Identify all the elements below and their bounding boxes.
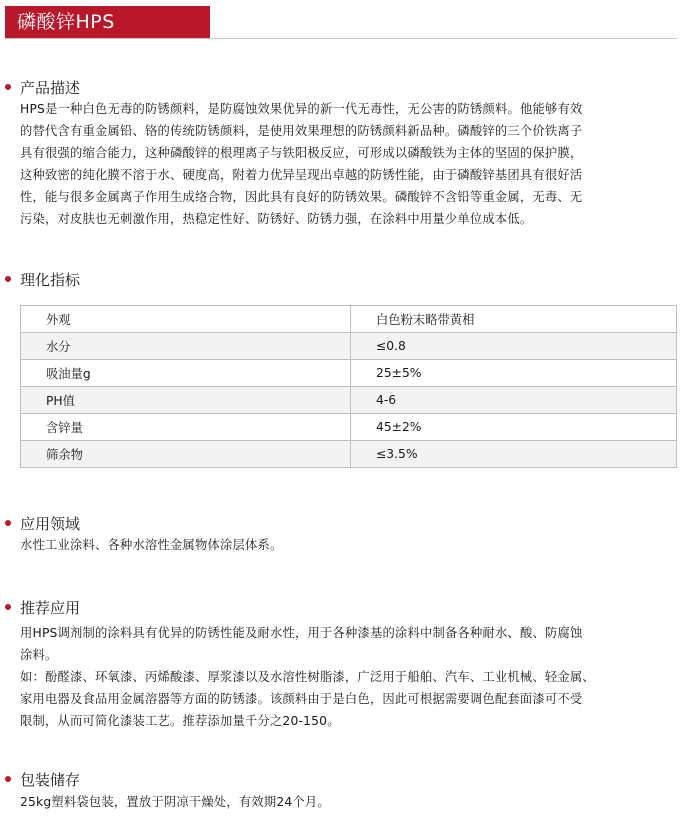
text-line: 性，能与很多金属离子作用生成络合物，因此具有良好的防锈效果。磷酸锌不含铅等重金属，无毒、无 [20, 190, 583, 204]
spec-value: 4-6 [351, 387, 677, 414]
text-line: 用HPS调剂制的涂料具有优异的防锈性能及耐水性，用于各种漆基的涂料中制备各种耐水、酸、防腐蚀 [20, 626, 583, 640]
table-row [21, 360, 677, 387]
packaging-text [20, 791, 684, 813]
spec-table [20, 305, 677, 468]
table-row [21, 414, 677, 441]
text-line: 25kg塑料袋包装，置放于阴凉干燥处，有效期24个月。 [20, 795, 330, 809]
section-heading-packaging: 包装储存 [5, 770, 80, 790]
title-divider [5, 38, 677, 39]
spec-value: ≤3.5% [351, 441, 677, 468]
bullet-icon [5, 520, 11, 526]
spec-name: PH值 [21, 387, 351, 414]
spec-value: 45±2% [351, 414, 677, 441]
text-line: 如：酚醛漆、环氧漆、丙烯酸漆、厚浆漆以及水溶性树脂漆，广泛用于船舶、汽车、工业机械、轻金属、 [20, 670, 595, 684]
bullet-icon [5, 276, 11, 282]
text-line: 这种致密的纯化膜不溶于水、硬度高，附着力优异呈现出卓越的防锈性能，由于磷酸锌基团具有很好活 [20, 168, 583, 182]
page-title: 磷酸锌HPS [5, 6, 210, 39]
spec-name: 吸油量g [21, 360, 351, 387]
spec-value: 白色粉末略带黄相 [351, 306, 677, 333]
spec-value: ≤0.8 [351, 333, 677, 360]
spec-name: 筛余物 [21, 441, 351, 468]
text-line: 限制，从而可简化漆装工艺。推荐添加量千分之20-150。 [20, 714, 340, 728]
table-row [21, 441, 677, 468]
application-text [20, 534, 684, 556]
section-heading-description: 产品描述 [5, 78, 80, 98]
table-row [21, 306, 677, 333]
section-heading-recommended: 推荐应用 [5, 598, 80, 618]
bullet-icon [5, 776, 11, 782]
text-line: HPS是一种白色无毒的防锈颜料，是防腐蚀效果优异的新一代无毒性，无公害的防锈颜料。他能够有效 [20, 102, 583, 116]
description-text [20, 98, 684, 230]
text-line: 污染，对皮肤也无刺激作用，热稳定性好、防锈好、防锈力强，在涂料中用量少单位成本低。 [20, 212, 533, 226]
spec-value: 25±5% [351, 360, 677, 387]
text-line: 水性工业涂料、各种水溶性金属物体涂层体系。 [20, 538, 283, 552]
text-line: 的替代含有重金属铅、铬的传统防锈颜料，是使用效果理想的防锈颜料新品种。磷酸锌的三个价铁离子 [20, 124, 583, 138]
table-row [21, 333, 677, 360]
spec-name: 外观 [21, 306, 351, 333]
section-heading-application: 应用领域 [5, 514, 80, 534]
bullet-icon [5, 84, 11, 90]
table-row [21, 387, 677, 414]
spec-name: 水分 [21, 333, 351, 360]
text-line: 涂料。 [20, 648, 58, 662]
bullet-icon [5, 604, 11, 610]
recommended-text [20, 622, 684, 732]
text-line: 具有很强的缩合能力，这种磷酸锌的根理离子与铁阳极反应，可形成以磷酸铁为主体的坚固的保护膜， [20, 146, 583, 160]
spec-name: 含锌量 [21, 414, 351, 441]
section-heading-specs: 理化指标 [5, 270, 80, 290]
text-line: 家用电器及食品用金属溶器等方面的防锈漆。该颜料由于是白色，因此可根据需要调色配套面漆可不受 [20, 692, 583, 706]
